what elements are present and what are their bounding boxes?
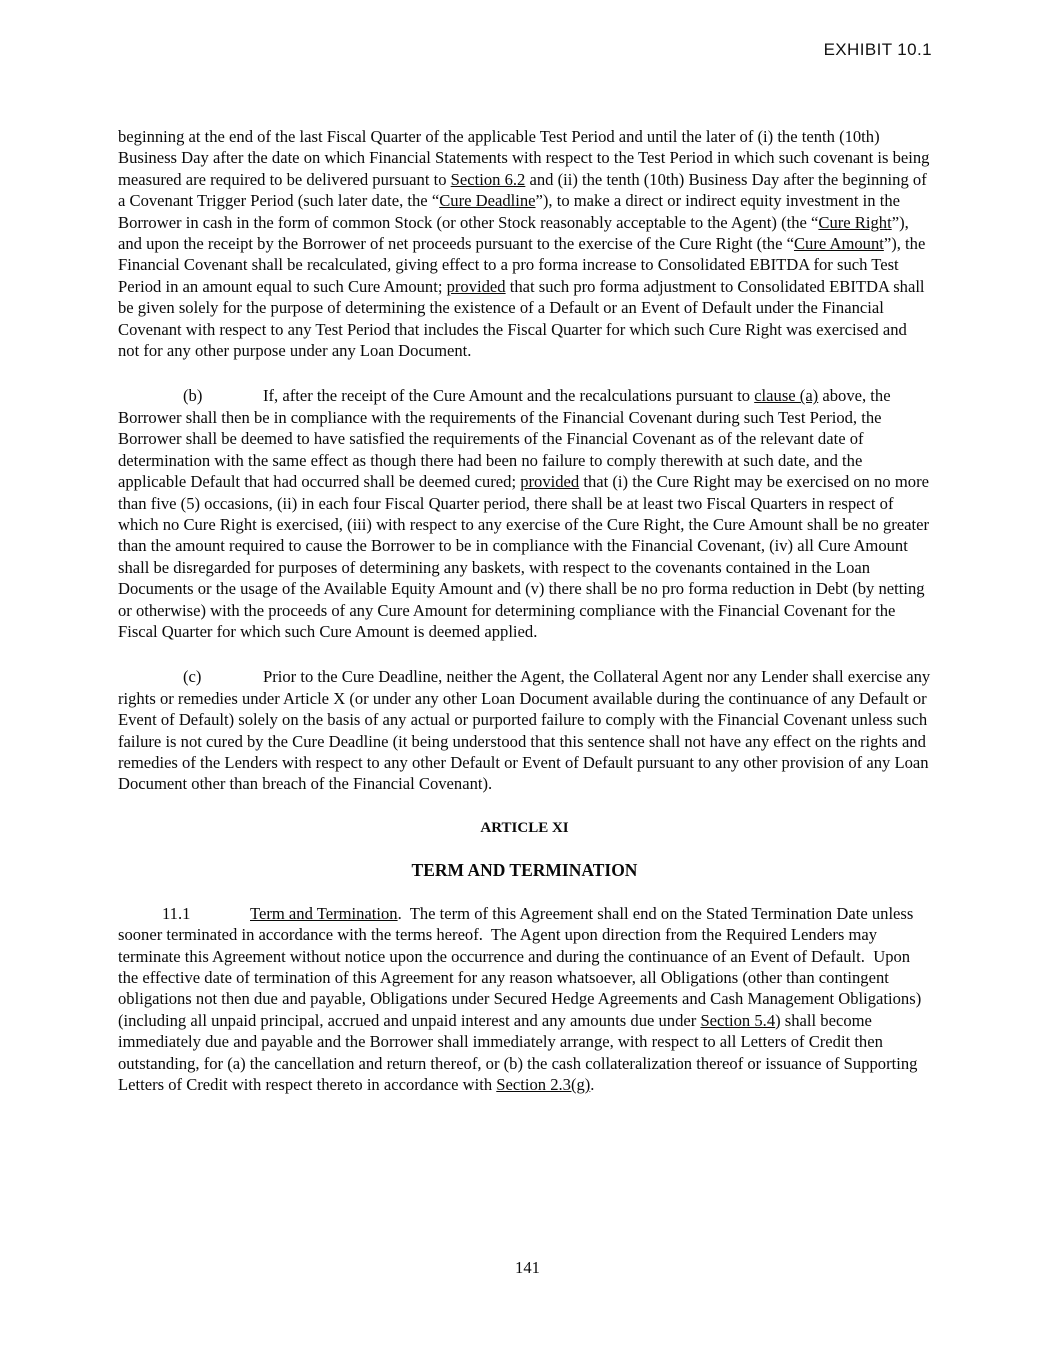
document-body — [118, 126, 935, 1119]
text-run: ) shall become immediately due and payable and the Borrower shall immediately arrange, with respect to all Letters of Credit then outstanding, for (a) the cancellation and return thereof, or (b) the cash collateralization thereof or issuance of Supporting Letters of Credit with respect thereto in accordance with — [118, 1010, 922, 1095]
text-run: Prior to the Cure Deadline, neither the Agent, the Collateral Agent nor any Lender shall exercise any rights or remedies under Article X (or under any other Loan Document available during the continuance of any Default or Event of Default) solely on the basis of any actual or purported failure to comply with the Financial Covenant unless such failure is not cured by the Cure Deadline (it being understood that this sentence shall not have any effect on the rights and remedies of the Lenders with respect to any other Default or Event of Default pursuant to any other provision of any Loan Document other than breach of the Financial Covenant). — [118, 667, 935, 794]
underlined-term: Section 2.3(g) — [496, 1075, 591, 1095]
underlined-term: provided — [520, 472, 580, 492]
text-run: beginning at the end of the last Fiscal Quarter of the applicable Test Period and until the later of (i) the tenth (10th) Business Day after the date on which Financial Statements with respect to the Test Period in which such covenant is being measured are required to be delivered pursuant to — [118, 127, 934, 189]
underlined-term: clause (a) — [754, 386, 819, 406]
underlined-term: Cure Amount — [793, 234, 884, 254]
exhibit-label: EXHIBIT 10.1 — [823, 40, 932, 59]
text-run: and (ii) the tenth (10th) Business Day after the beginning of a Covenant Trigger Period (such later date, the “ — [118, 169, 931, 211]
body-paragraph-continuation — [118, 126, 934, 361]
underlined-term: Cure Deadline — [439, 191, 536, 211]
text-run: ”), the Financial Covenant shall be recalculated, giving effect to a pro forma increase to Consolidated EBITDA for such Test Period in an amount equal to such Cure Amount; — [118, 234, 930, 296]
body-paragraph-b — [118, 385, 934, 642]
article-heading: ARTICLE XI — [480, 819, 569, 836]
text-run: . — [590, 1075, 595, 1095]
underlined-term: Section 5.4 — [700, 1010, 776, 1030]
underlined-term: Term and Termination — [250, 903, 398, 923]
paragraph-text — [118, 904, 925, 1094]
text-run: that such pro forma adjustment to Consolidated EBITDA shall be given solely for the purpose of determining the existence of a Default or an Event of Default under the Financial Covenant with respect to any Test Period that includes the Fiscal Quarter for which such Cure Right was exercised and not for any other purpose under any Loan Document. — [118, 276, 929, 361]
underlined-term: Cure Right — [818, 212, 892, 232]
paragraph-label: (c) — [183, 667, 202, 687]
text-run: . The term of this Agreement shall end on the Stated Termination Date unless sooner terminated in accordance with the terms hereof. The Agent upon direction from the Required Lenders may terminate this Agreement without notice upon the occurrence and during the continuance of an Event of Default. Upon the effective date of termination of this Agreement for any reason whatsoever, all Obligations (other than contingent obligations not then due and payable, Obligations under Secured Hedge Agreements and Cash Management Obligations) (including all unpaid principal, accrued and unpaid interest and any amounts due under — [118, 903, 926, 1030]
underlined-term: provided — [446, 276, 506, 296]
underlined-term: Section 6.2 — [450, 169, 526, 189]
page-number: 141 — [515, 1258, 540, 1277]
body-paragraph-11-1 — [118, 903, 931, 1096]
text-run: ”), and upon the receipt by the Borrower of net proceeds pursuant to the exercise of the Cure Right (the “ — [118, 212, 913, 254]
text-run: above, the Borrower shall then be in compliance with the requirements of the Financial Covenant during such Test Period, the Borrower shall be deemed to have satisfied the requirements of the Financial Covenant as of the relevant date of determination with the same effect as though there had been no failure to comply therewith at such date, and the applicable Default that had occurred shall be deemed cured; — [118, 386, 895, 492]
text-run: that (i) the Cure Right may be exercised on no more than five (5) occasions, (ii) in each four Fiscal Quarter period, there shall be at least two Fiscal Quarters in respect of which no Cure Right is exercised, (iii) with respect to any exercise of the Cure Right, the Cure Amount shall be no greater than the amount required to cause the Borrower to be in compliance with the Financial Covenant, (iv) all Cure Amount shall be disregarded for purposes of determining any baskets, with respect to the covenants contained in the Loan Documents or the usage of the Available Equity Amount and (v) there shall be no pro forma reduction in Debt (by netting or otherwise) with the proceeds of any Cure Amount for determining compliance with the Financial Covenant for the Fiscal Quarter for which such Cure Amount is deemed applied. — [118, 472, 934, 641]
body-paragraph-c — [118, 666, 935, 794]
text-run: ”), to make a direct or indirect equity investment in the Borrower in cash in the form of common Stock (or other Stock reasonably acceptable to the Agent) (the “ — [118, 191, 905, 232]
text-run: If, after the receipt of the Cure Amount and the recalculations pursuant to — [263, 386, 755, 406]
section-title-heading: TERM AND TERMINATION — [411, 859, 638, 880]
section-number-label: 11.1 — [162, 903, 191, 923]
paragraph-label: (b) — [183, 386, 203, 406]
paragraph-text — [118, 386, 933, 640]
